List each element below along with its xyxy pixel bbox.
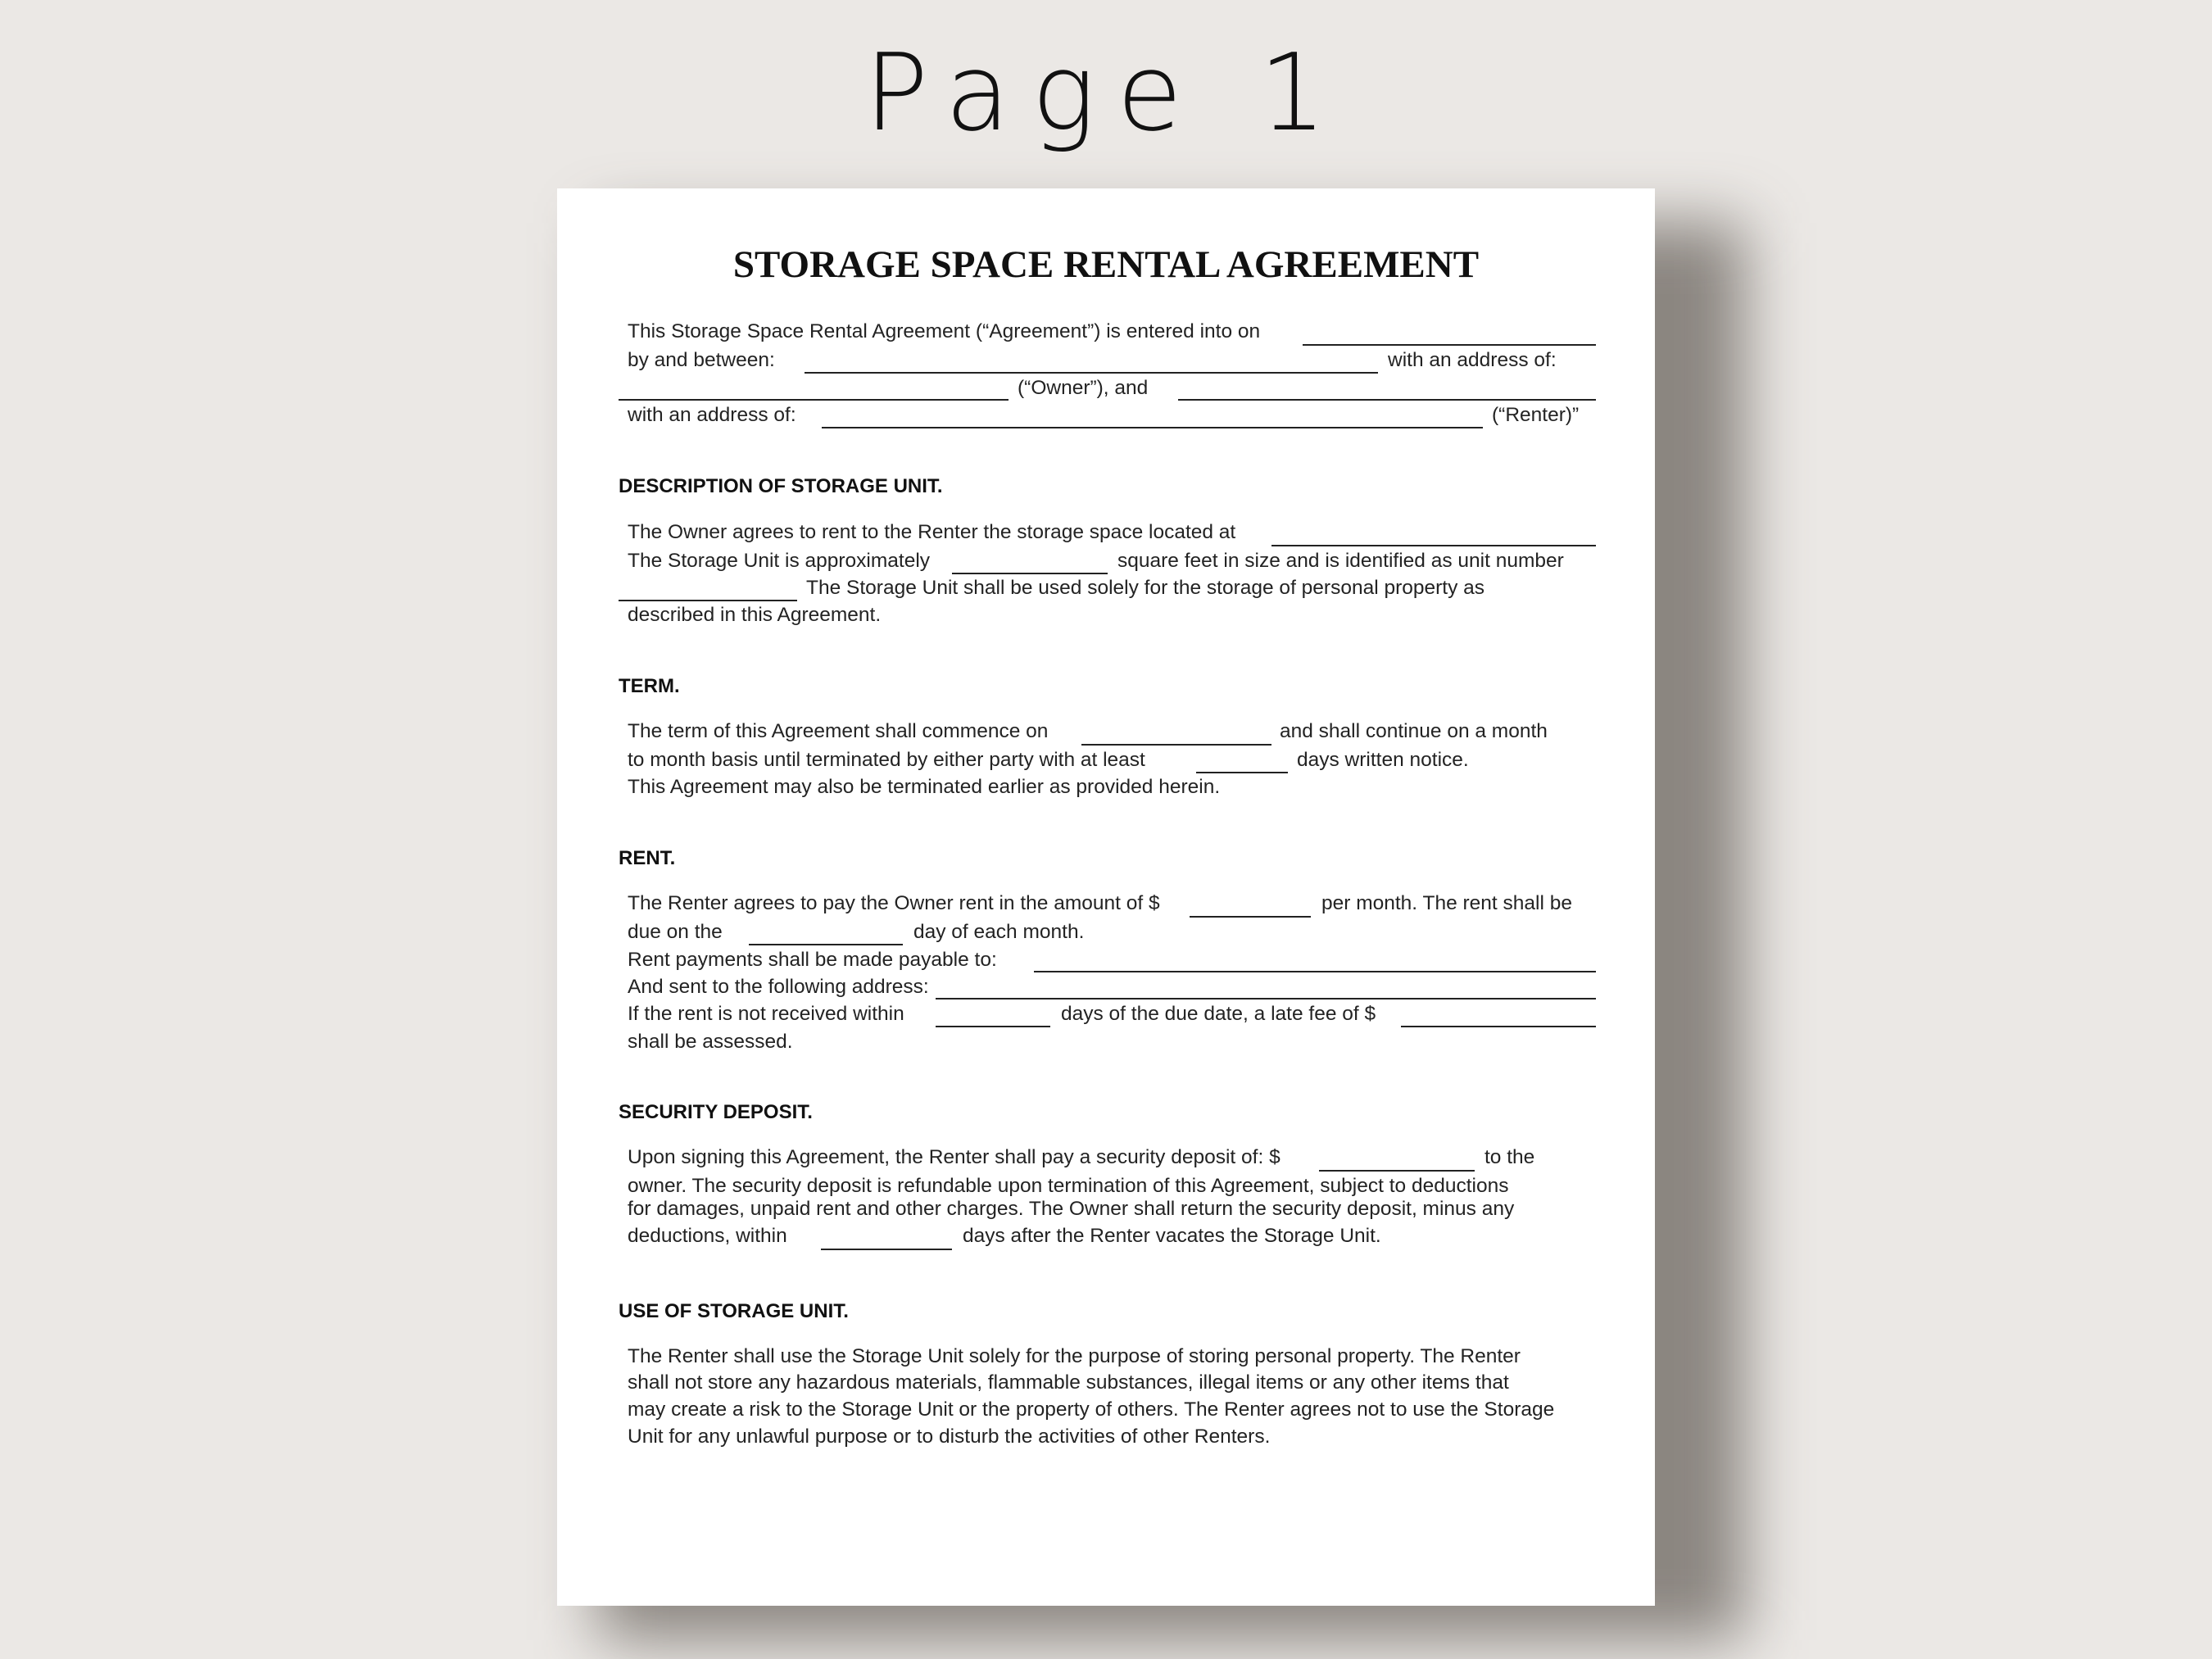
description-line-1: The Owner agrees to rent to the Renter the storage space located at <box>628 521 1236 543</box>
deposit-line-4b: days after the Renter vacates the Storage Unit. <box>963 1225 1381 1247</box>
rent-line-3: Rent payments shall be made payable to: <box>628 949 997 971</box>
rent-line-5a: If the rent is not received within <box>628 1003 904 1025</box>
use-heading: USE OF STORAGE UNIT. <box>619 1300 849 1322</box>
term-line-1a: The term of this Agreement shall commence on <box>628 720 1049 742</box>
description-line-4: described in this Agreement. <box>628 604 882 626</box>
unit-number-blank[interactable] <box>619 600 797 601</box>
late-fee-blank[interactable] <box>1401 1026 1596 1027</box>
page-number-heading: Page 1 <box>863 30 1349 155</box>
document-title: STORAGE SPACE RENTAL AGREEMENT <box>732 243 1480 286</box>
intro-renter-address-label: with an address of: <box>628 404 796 426</box>
rent-line-2a: due on the <box>628 921 723 943</box>
payment-address-blank[interactable] <box>936 998 1596 999</box>
description-line-2a: The Storage Unit is approximately <box>628 550 931 572</box>
square-feet-blank[interactable] <box>952 573 1108 574</box>
rent-due-day-blank[interactable] <box>749 944 903 945</box>
renter-name-blank[interactable] <box>1178 399 1596 401</box>
rent-line-2b: day of each month. <box>913 921 1085 943</box>
intro-owner-address-label: with an address of: <box>1388 349 1557 371</box>
deposit-amount-blank[interactable] <box>1319 1170 1475 1172</box>
intro-by-and-between: by and between: <box>628 349 775 371</box>
rent-line-1a: The Renter agrees to pay the Owner rent in the amount of $ <box>628 892 1160 914</box>
notice-days-blank[interactable] <box>1196 772 1288 773</box>
rent-line-5b: days of the due date, a late fee of $ <box>1061 1003 1376 1025</box>
use-line-2: shall not store any hazardous materials, flammable substances, illegal items or any other items that <box>628 1371 1509 1394</box>
rent-line-1b: per month. The rent shall be <box>1321 892 1572 914</box>
payable-to-blank[interactable] <box>1034 971 1596 972</box>
late-days-blank[interactable] <box>936 1026 1050 1027</box>
renter-address-blank[interactable] <box>822 427 1483 428</box>
deposit-line-1b: to the <box>1484 1146 1535 1168</box>
intro-line-1: This Storage Space Rental Agreement (“Agreement”) is entered into on <box>628 320 1261 342</box>
term-line-1b: and shall continue on a month <box>1280 720 1548 742</box>
term-line-3: This Agreement may also be terminated earlier as provided herein. <box>628 776 1221 798</box>
term-line-2b: days written notice. <box>1297 749 1469 771</box>
intro-renter-label: (“Renter)” <box>1492 404 1580 426</box>
term-line-2a: to month basis until terminated by either party with at least <box>628 749 1145 771</box>
deposit-line-4a: deductions, within <box>628 1225 787 1247</box>
storage-location-blank[interactable] <box>1271 545 1596 546</box>
intro-owner-and: (“Owner”), and <box>1018 377 1149 399</box>
description-heading: DESCRIPTION OF STORAGE UNIT. <box>619 475 943 497</box>
rent-heading: RENT. <box>619 847 676 869</box>
agreement-date-blank[interactable] <box>1303 344 1596 346</box>
rent-line-6: shall be assessed. <box>628 1031 793 1053</box>
use-line-4: Unit for any unlawful purpose or to disturb the activities of other Renters. <box>628 1426 1271 1448</box>
deposit-line-3: for damages, unpaid rent and other charges. The Owner shall return the security deposit, minus any <box>628 1198 1515 1220</box>
rent-line-4: And sent to the following address: <box>628 976 929 998</box>
owner-address-blank[interactable] <box>619 399 1009 401</box>
deposit-line-1a: Upon signing this Agreement, the Renter shall pay a security deposit of: $ <box>628 1146 1281 1168</box>
deposit-line-2: owner. The security deposit is refundable upon termination of this Agreement, subject to deductions <box>628 1175 1509 1197</box>
owner-name-blank[interactable] <box>805 372 1378 374</box>
deposit-return-days-blank[interactable] <box>821 1249 952 1250</box>
rent-amount-blank[interactable] <box>1190 916 1311 918</box>
commence-date-blank[interactable] <box>1081 744 1271 746</box>
term-heading: TERM. <box>619 675 680 697</box>
deposit-heading: SECURITY DEPOSIT. <box>619 1101 813 1123</box>
use-line-1: The Renter shall use the Storage Unit solely for the purpose of storing personal property. The Renter <box>628 1345 1521 1367</box>
use-line-3: may create a risk to the Storage Unit or the property of others. The Renter agrees not to use the Storage <box>628 1398 1555 1421</box>
description-line-3: The Storage Unit shall be used solely for the storage of personal property as <box>806 577 1485 599</box>
description-line-2b: square feet in size and is identified as unit number <box>1117 550 1564 572</box>
